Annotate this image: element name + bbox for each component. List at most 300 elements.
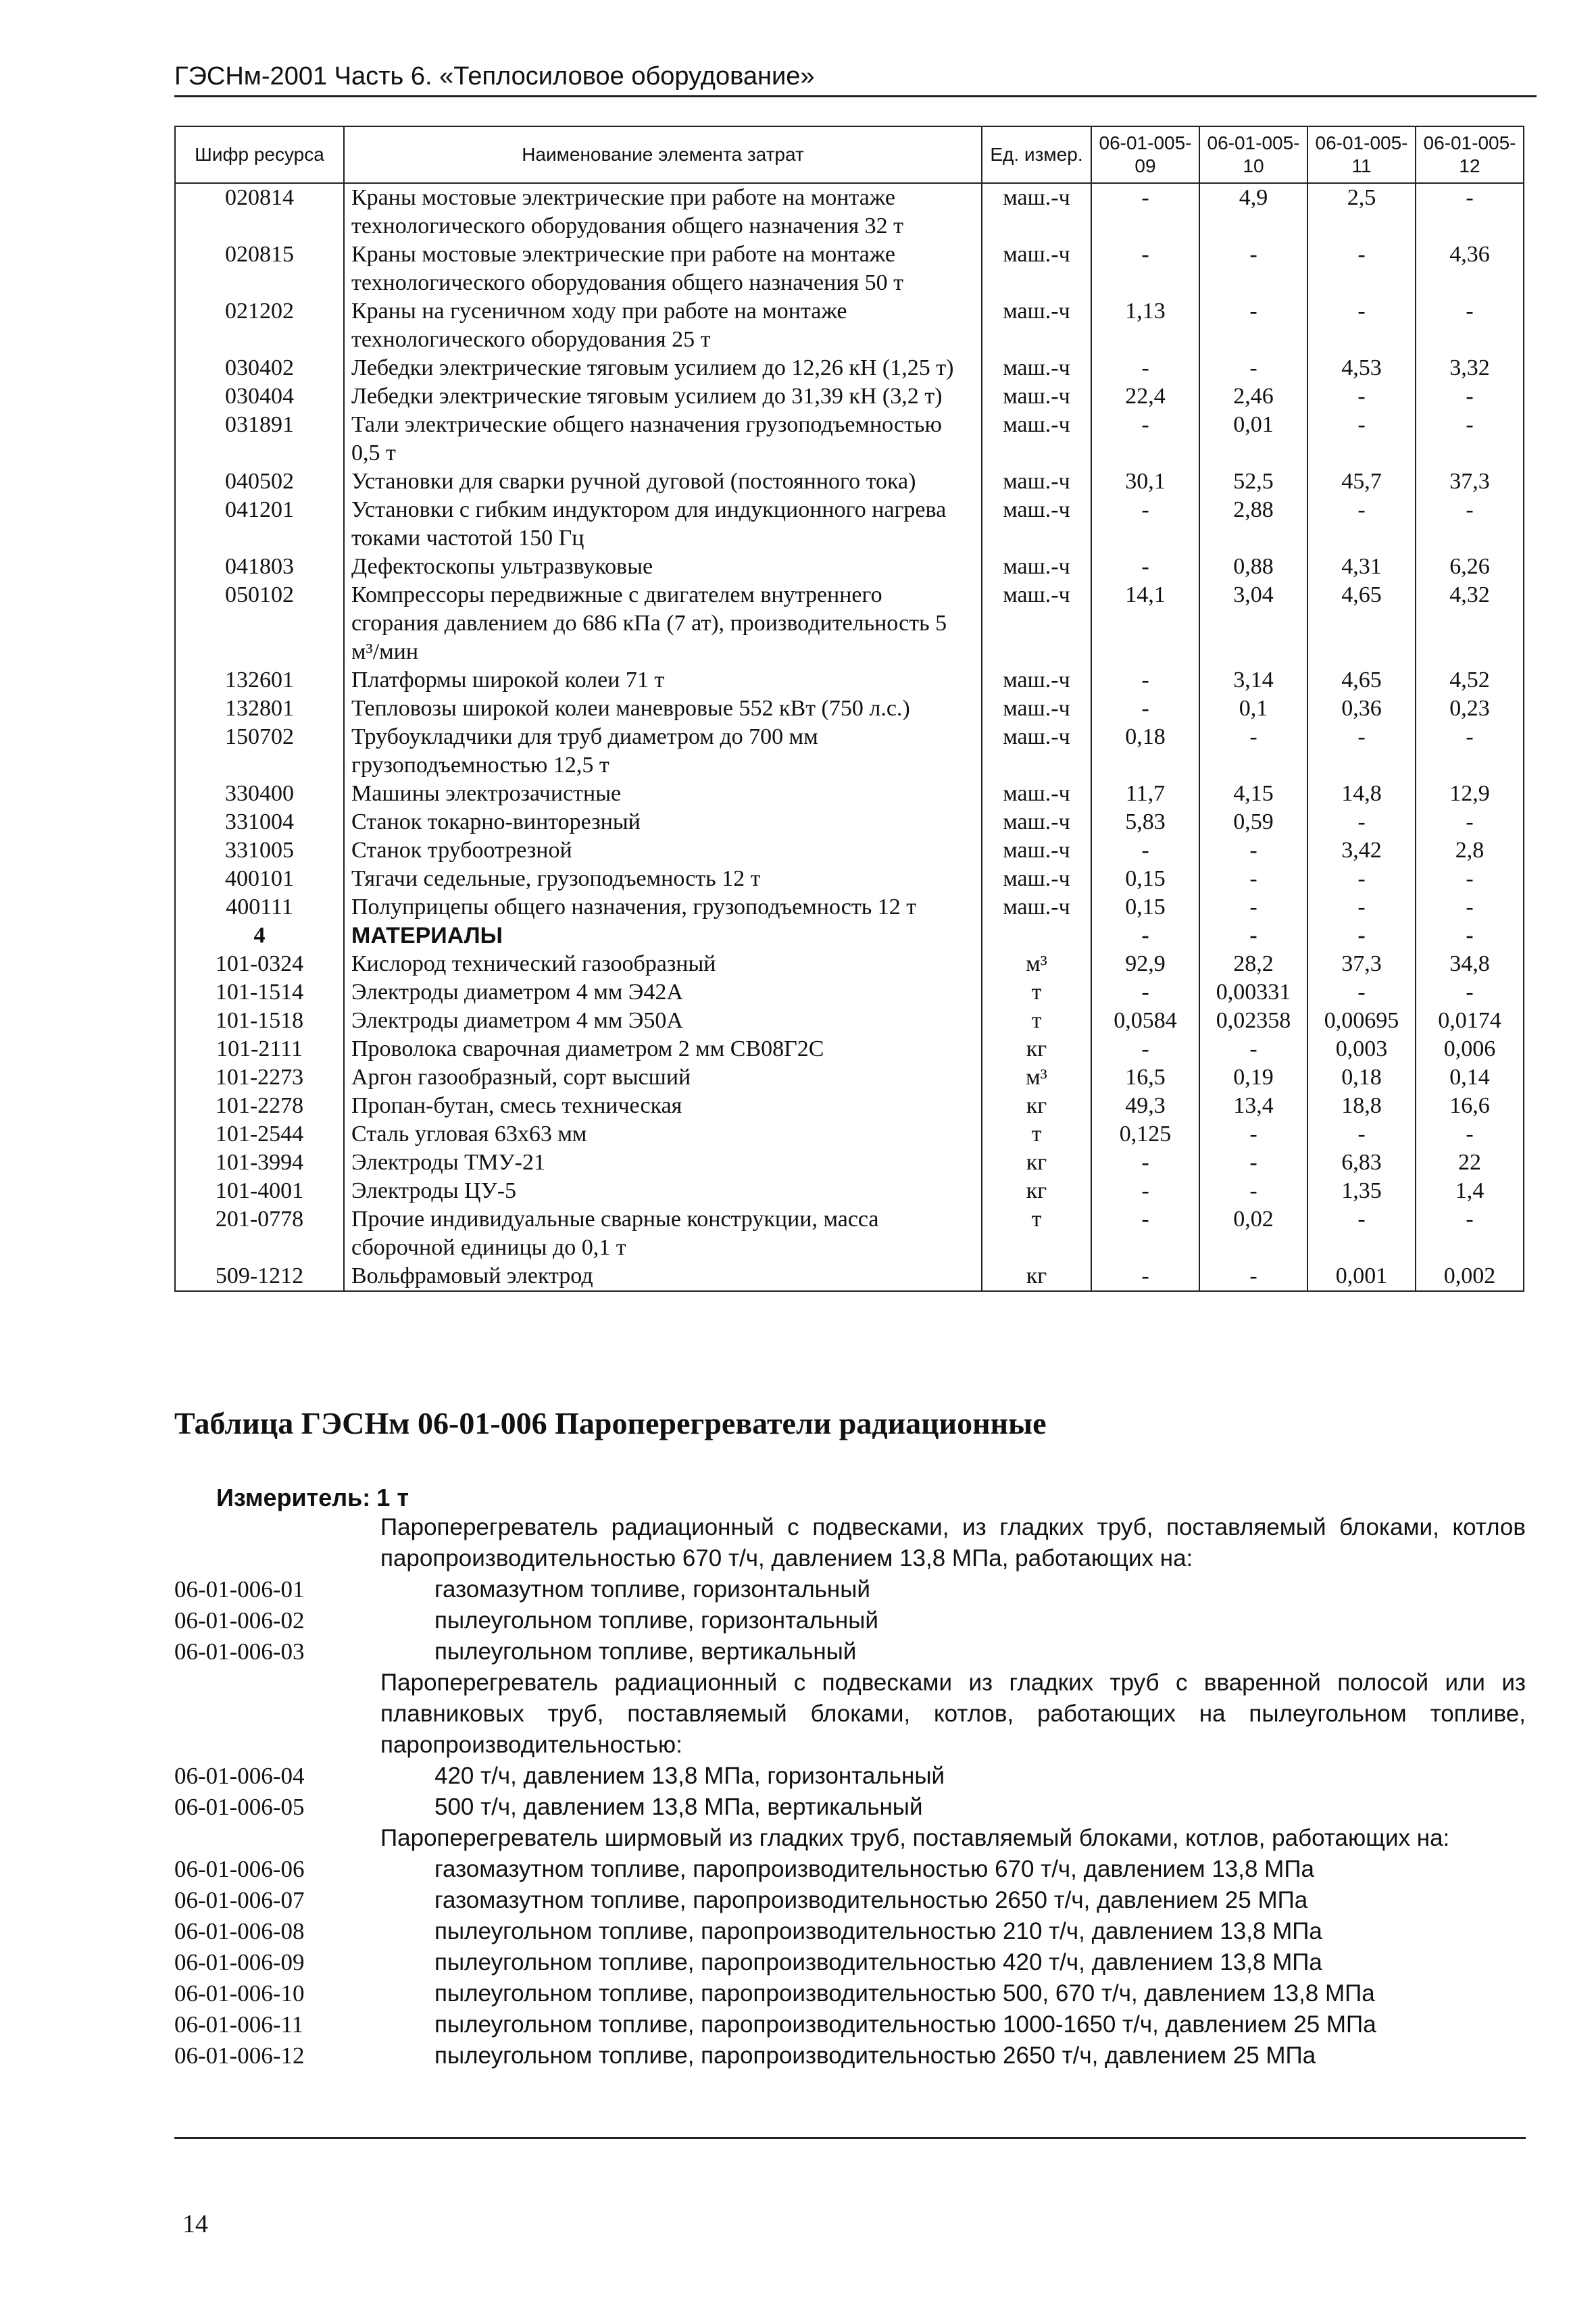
resource-code: 101-2273: [175, 1063, 344, 1092]
col-header-name: Наименование элемента затрат: [344, 126, 982, 183]
resource-code: 041803: [175, 553, 344, 581]
value-cell: -: [1091, 411, 1199, 468]
table-row: [175, 1149, 1524, 1177]
resource-code: 4: [175, 922, 344, 950]
value-cell: 1,4: [1416, 1177, 1524, 1205]
table-row: [175, 1262, 1524, 1291]
resource-code: 040502: [175, 468, 344, 496]
value-cell: 13,4: [1199, 1092, 1307, 1120]
value-cell: -: [1199, 1262, 1307, 1291]
value-cell: -: [1091, 183, 1199, 241]
description-items-3: [174, 1854, 1526, 2071]
value-cell: 0,02: [1199, 1205, 1307, 1262]
value-cell: -: [1307, 723, 1416, 780]
value-cell: -: [1307, 297, 1416, 354]
resource-code: 509-1212: [175, 1262, 344, 1291]
value-cell: -: [1199, 1149, 1307, 1177]
table-section-row: [175, 922, 1524, 950]
table-row: [175, 411, 1524, 468]
resource-name: Краны мостовые электрические при работе на монтаже технологического оборудования общего назначения 50 т: [344, 241, 982, 297]
value-cell: 0,00331: [1199, 978, 1307, 1007]
unit-cell: маш.-ч: [982, 382, 1091, 411]
value-cell: -: [1416, 496, 1524, 553]
norm-item: [174, 1885, 1526, 1916]
resource-name: Электроды диаметром 4 мм Э50А: [344, 1007, 982, 1035]
unit-cell: маш.-ч: [982, 553, 1091, 581]
unit-cell: маш.-ч: [982, 808, 1091, 836]
unit-cell: т: [982, 978, 1091, 1007]
value-cell: -: [1199, 1177, 1307, 1205]
norm-text: 420 т/ч, давлением 13,8 МПа, горизонтальный: [434, 1763, 945, 1789]
value-cell: 0,00695: [1307, 1007, 1416, 1035]
value-cell: 37,3: [1416, 468, 1524, 496]
value-cell: 2,8: [1416, 836, 1524, 865]
resource-name: Тепловозы широкой колеи маневровые 552 кВт (750 л.с.): [344, 695, 982, 723]
value-cell: -: [1199, 297, 1307, 354]
resource-code: 331004: [175, 808, 344, 836]
norm-item: [174, 1761, 1526, 1792]
unit-cell: кг: [982, 1262, 1091, 1291]
value-cell: 0,01: [1199, 411, 1307, 468]
value-cell: -: [1091, 978, 1199, 1007]
unit-cell: маш.-ч: [982, 581, 1091, 666]
resource-code: 050102: [175, 581, 344, 666]
value-cell: -: [1416, 922, 1524, 950]
resource-name: Установки для сварки ручной дуговой (постоянного тока): [344, 468, 982, 496]
value-cell: -: [1416, 382, 1524, 411]
value-cell: 1,35: [1307, 1177, 1416, 1205]
resource-name: Станок токарно-винторезный: [344, 808, 982, 836]
norm-code: 06-01-006-09: [174, 1949, 305, 1976]
value-cell: -: [1416, 893, 1524, 922]
value-cell: -: [1199, 241, 1307, 297]
norm-text: пылеугольном топливе, паропроизводительностью 210 т/ч, давлением 13,8 МПа: [434, 1918, 1322, 1944]
value-cell: -: [1199, 354, 1307, 382]
value-cell: -: [1199, 836, 1307, 865]
table-row: [175, 1063, 1524, 1092]
resource-name: Кислород технический газообразный: [344, 950, 982, 978]
value-cell: -: [1091, 1262, 1199, 1291]
value-cell: 0,002: [1416, 1262, 1524, 1291]
value-cell: -: [1416, 183, 1524, 241]
table-row: [175, 581, 1524, 666]
value-cell: 4,53: [1307, 354, 1416, 382]
value-cell: -: [1091, 241, 1199, 297]
value-cell: 22,4: [1091, 382, 1199, 411]
resource-code: 101-3994: [175, 1149, 344, 1177]
norm-item: [174, 1854, 1526, 1885]
unit-cell: маш.-ч: [982, 780, 1091, 808]
value-cell: -: [1307, 808, 1416, 836]
resource-code: 101-0324: [175, 950, 344, 978]
norm-text: пылеугольном топливе, вертикальный: [434, 1638, 857, 1665]
norm-text: пылеугольном топливе, горизонтальный: [434, 1607, 878, 1634]
value-cell: -: [1416, 1205, 1524, 1262]
norm-text: 500 т/ч, давлением 13,8 МПа, вертикальный: [434, 1794, 923, 1820]
value-cell: 14,8: [1307, 780, 1416, 808]
value-cell: -: [1416, 723, 1524, 780]
norm-code: 06-01-006-08: [174, 1918, 305, 1944]
measure-line: [216, 1484, 409, 1512]
resource-code: 400111: [175, 893, 344, 922]
table-row: [175, 695, 1524, 723]
page-number: 14: [182, 2210, 208, 2238]
table-row: [175, 354, 1524, 382]
value-cell: 3,14: [1199, 666, 1307, 695]
norm-text: пылеугольном топливе, паропроизводительностью 2650 т/ч, давлением 25 МПа: [434, 2042, 1316, 2069]
value-cell: 0,02358: [1199, 1007, 1307, 1035]
resource-name: Пропан-бутан, смесь техническая: [344, 1092, 982, 1120]
value-cell: 0,15: [1091, 865, 1199, 893]
resource-code: 400101: [175, 865, 344, 893]
col-header-005-09: 06-01-005-09: [1091, 126, 1199, 183]
value-cell: 0,18: [1307, 1063, 1416, 1092]
value-cell: 4,31: [1307, 553, 1416, 581]
value-cell: -: [1091, 496, 1199, 553]
table-body: [175, 183, 1524, 1291]
value-cell: 28,2: [1199, 950, 1307, 978]
resource-name: МАТЕРИАЛЫ: [344, 922, 982, 950]
resource-name: Электроды ЦУ-5: [344, 1177, 982, 1205]
resource-table: [174, 126, 1524, 1292]
norm-text: пылеугольном топливе, паропроизводительностью 420 т/ч, давлением 13,8 МПа: [434, 1949, 1322, 1976]
value-cell: -: [1416, 297, 1524, 354]
table-row: [175, 297, 1524, 354]
value-cell: -: [1091, 836, 1199, 865]
description-group-3: Пароперегреватель ширмовый из гладких труб, поставляемый блоками, котлов, работающих на:: [380, 1825, 1450, 1851]
value-cell: -: [1199, 893, 1307, 922]
value-cell: -: [1307, 1205, 1416, 1262]
value-cell: -: [1199, 1035, 1307, 1063]
norm-text: газомазутном топливе, паропроизводительностью 2650 т/ч, давлением 25 МПа: [434, 1887, 1308, 1913]
resource-name: Вольфрамовый электрод: [344, 1262, 982, 1291]
resource-code: 150702: [175, 723, 344, 780]
norm-item: [174, 1636, 1526, 1667]
resource-code: 021202: [175, 297, 344, 354]
table-row: [175, 808, 1524, 836]
norm-text: пылеугольном топливе, паропроизводительностью 500, 670 т/ч, давлением 13,8 МПа: [434, 1980, 1375, 2007]
value-cell: -: [1091, 1205, 1199, 1262]
value-cell: 3,04: [1199, 581, 1307, 666]
value-cell: 37,3: [1307, 950, 1416, 978]
value-cell: -: [1307, 893, 1416, 922]
resource-name: Лебедки электрические тяговым усилием до 12,26 кН (1,25 т): [344, 354, 982, 382]
value-cell: 34,8: [1416, 950, 1524, 978]
value-cell: 2,46: [1199, 382, 1307, 411]
value-cell: 22: [1416, 1149, 1524, 1177]
resource-code: 330400: [175, 780, 344, 808]
resource-name: Установки с гибким индуктором для индукционного нагрева токами частотой 150 Гц: [344, 496, 982, 553]
resource-code: 031891: [175, 411, 344, 468]
value-cell: 0,003: [1307, 1035, 1416, 1063]
table-row: [175, 666, 1524, 695]
resource-name: Полуприцепы общего назначения, грузоподъемность 12 т: [344, 893, 982, 922]
resource-code: 020814: [175, 183, 344, 241]
resource-name: Дефектоскопы ультразвуковые: [344, 553, 982, 581]
value-cell: -: [1091, 922, 1199, 950]
value-cell: -: [1307, 865, 1416, 893]
resource-name: Машины электрозачистные: [344, 780, 982, 808]
table-row: [175, 1120, 1524, 1149]
value-cell: 12,9: [1416, 780, 1524, 808]
resource-name: Тали электрические общего назначения грузоподъемностью 0,5 т: [344, 411, 982, 468]
table-row: [175, 1177, 1524, 1205]
norm-text: газомазутном топливе, горизонтальный: [434, 1576, 870, 1603]
norm-code: 06-01-006-11: [174, 2011, 304, 2038]
value-cell: -: [1307, 978, 1416, 1007]
col-header-code: Шифр ресурса: [175, 126, 344, 183]
value-cell: -: [1091, 695, 1199, 723]
resource-name: Лебедки электрические тяговым усилием до 31,39 кН (3,2 т): [344, 382, 982, 411]
value-cell: 11,7: [1091, 780, 1199, 808]
value-cell: -: [1307, 241, 1416, 297]
value-cell: 0,18: [1091, 723, 1199, 780]
norm-item: [174, 2009, 1526, 2040]
description-group-1: Пароперегреватель радиационный с подвесками, из гладких труб, поставляемый блоками, котлов паропроизводительностью 670 т/ч, давлением 13,8 МПа, работающих на:: [380, 1514, 1526, 1571]
section-title: Таблица ГЭСНм 06-01-006 Пароперегреватели радиационные: [174, 1406, 1047, 1440]
value-cell: 0,001: [1307, 1262, 1416, 1291]
norm-item: [174, 1605, 1526, 1636]
table-row: [175, 1092, 1524, 1120]
value-cell: 4,15: [1199, 780, 1307, 808]
value-cell: 4,65: [1307, 581, 1416, 666]
norm-text: пылеугольном топливе, паропроизводительностью 1000-1650 т/ч, давлением 25 МПа: [434, 2011, 1376, 2038]
value-cell: 0,0584: [1091, 1007, 1199, 1035]
unit-cell: м³: [982, 950, 1091, 978]
value-cell: 18,8: [1307, 1092, 1416, 1120]
table-row: [175, 241, 1524, 297]
norm-code: 06-01-006-06: [174, 1856, 305, 1882]
value-cell: 0,006: [1416, 1035, 1524, 1063]
unit-cell: маш.-ч: [982, 411, 1091, 468]
unit-cell: маш.-ч: [982, 241, 1091, 297]
value-cell: -: [1091, 666, 1199, 695]
value-cell: -: [1416, 978, 1524, 1007]
resource-name: Сталь угловая 63х63 мм: [344, 1120, 982, 1149]
value-cell: -: [1199, 723, 1307, 780]
resource-name: Электроды диаметром 4 мм Э42А: [344, 978, 982, 1007]
value-cell: 0,125: [1091, 1120, 1199, 1149]
resource-code: 201-0778: [175, 1205, 344, 1262]
resource-code: 101-2278: [175, 1092, 344, 1120]
resource-code: 030402: [175, 354, 344, 382]
unit-cell: маш.-ч: [982, 183, 1091, 241]
value-cell: 4,9: [1199, 183, 1307, 241]
value-cell: 5,83: [1091, 808, 1199, 836]
norm-code: 06-01-006-01: [174, 1576, 305, 1603]
unit-cell: маш.-ч: [982, 836, 1091, 865]
unit-cell: т: [982, 1007, 1091, 1035]
norm-item: [174, 1916, 1526, 1947]
value-cell: 0,59: [1199, 808, 1307, 836]
unit-cell: маш.-ч: [982, 297, 1091, 354]
value-cell: 16,6: [1416, 1092, 1524, 1120]
table-row: [175, 496, 1524, 553]
resource-name: Проволока сварочная диаметром 2 мм СВ08Г2С: [344, 1035, 982, 1063]
unit-cell: т: [982, 1120, 1091, 1149]
table-row: [175, 780, 1524, 808]
table-row: [175, 382, 1524, 411]
value-cell: 4,65: [1307, 666, 1416, 695]
value-cell: 6,83: [1307, 1149, 1416, 1177]
unit-cell: маш.-ч: [982, 695, 1091, 723]
description-items-2: [174, 1761, 1526, 1823]
table-row: [175, 893, 1524, 922]
unit-cell: маш.-ч: [982, 468, 1091, 496]
norm-code: 06-01-006-04: [174, 1763, 305, 1789]
value-cell: 4,52: [1416, 666, 1524, 695]
resource-name: Трубоукладчики для труб диаметром до 700 мм грузоподъемностью 12,5 т: [344, 723, 982, 780]
norm-item: [174, 1792, 1526, 1823]
value-cell: -: [1199, 1120, 1307, 1149]
table-header-row: [175, 126, 1524, 183]
norm-item: [174, 1947, 1526, 1978]
value-cell: 16,5: [1091, 1063, 1199, 1092]
norm-description: [174, 1512, 1526, 2071]
value-cell: -: [1416, 808, 1524, 836]
table-row: [175, 723, 1524, 780]
norm-code: 06-01-006-12: [174, 2042, 305, 2069]
resource-name: Аргон газообразный, сорт высший: [344, 1063, 982, 1092]
resource-code: 132601: [175, 666, 344, 695]
norm-code: 06-01-006-02: [174, 1607, 305, 1634]
resource-code: 331005: [175, 836, 344, 865]
value-cell: -: [1416, 1120, 1524, 1149]
unit-cell: кг: [982, 1035, 1091, 1063]
table-row: [175, 183, 1524, 241]
value-cell: 6,26: [1416, 553, 1524, 581]
value-cell: 0,15: [1091, 893, 1199, 922]
value-cell: 0,36: [1307, 695, 1416, 723]
resource-code: 020815: [175, 241, 344, 297]
table-row: [175, 1035, 1524, 1063]
col-header-005-12: 06-01-005-12: [1416, 126, 1524, 183]
value-cell: 2,5: [1307, 183, 1416, 241]
value-cell: -: [1091, 354, 1199, 382]
resource-code: 101-4001: [175, 1177, 344, 1205]
resource-name: Прочие индивидуальные сварные конструкции, масса сборочной единицы до 0,1 т: [344, 1205, 982, 1262]
value-cell: 0,1: [1199, 695, 1307, 723]
value-cell: -: [1307, 382, 1416, 411]
norm-code: 06-01-006-10: [174, 1980, 305, 2007]
description-items-1: [174, 1574, 1526, 1667]
norm-text: газомазутном топливе, паропроизводительностью 670 т/ч, давлением 13,8 МПа: [434, 1856, 1314, 1882]
measure-value: 1 т: [376, 1484, 409, 1511]
value-cell: 0,88: [1199, 553, 1307, 581]
resource-code: 101-2544: [175, 1120, 344, 1149]
norm-item: [174, 2040, 1526, 2071]
table-row: [175, 553, 1524, 581]
value-cell: -: [1199, 865, 1307, 893]
resource-code: 132801: [175, 695, 344, 723]
unit-cell: м³: [982, 1063, 1091, 1092]
unit-cell: кг: [982, 1092, 1091, 1120]
unit-cell: маш.-ч: [982, 354, 1091, 382]
resource-name: Платформы широкой колеи 71 т: [344, 666, 982, 695]
value-cell: -: [1307, 496, 1416, 553]
table-row: [175, 978, 1524, 1007]
value-cell: 0,14: [1416, 1063, 1524, 1092]
value-cell: -: [1091, 1149, 1199, 1177]
table-row: [175, 1205, 1524, 1262]
value-cell: -: [1091, 1177, 1199, 1205]
value-cell: -: [1307, 922, 1416, 950]
col-header-005-11: 06-01-005-11: [1307, 126, 1416, 183]
col-header-unit: Ед. измер.: [982, 126, 1091, 183]
value-cell: 4,32: [1416, 581, 1524, 666]
resource-name: Краны мостовые электрические при работе на монтаже технологического оборудования общего назначения 32 т: [344, 183, 982, 241]
value-cell: 4,36: [1416, 241, 1524, 297]
norm-item: [174, 1574, 1526, 1605]
resource-code: 101-1518: [175, 1007, 344, 1035]
unit-cell: кг: [982, 1149, 1091, 1177]
unit-cell: маш.-ч: [982, 496, 1091, 553]
description-group-2: Пароперегреватель радиационный с подвесками из гладких труб с вваренной полосой или из плавниковых труб, поставляемый блоками, котлов, работающих на пылеугольном топливе, паропроизводительностью:: [380, 1669, 1526, 1758]
table-row: [175, 468, 1524, 496]
unit-cell: [982, 922, 1091, 950]
value-cell: 3,42: [1307, 836, 1416, 865]
unit-cell: маш.-ч: [982, 865, 1091, 893]
value-cell: 0,19: [1199, 1063, 1307, 1092]
page-header: ГЭСНм-2001 Часть 6. «Теплосиловое оборудование»: [174, 62, 1537, 97]
table-row: [175, 865, 1524, 893]
value-cell: 52,5: [1199, 468, 1307, 496]
resource-code: 041201: [175, 496, 344, 553]
resource-name: Станок трубоотрезной: [344, 836, 982, 865]
value-cell: -: [1307, 411, 1416, 468]
value-cell: 1,13: [1091, 297, 1199, 354]
resource-name: Электроды ТМУ-21: [344, 1149, 982, 1177]
unit-cell: т: [982, 1205, 1091, 1262]
value-cell: 30,1: [1091, 468, 1199, 496]
value-cell: -: [1307, 1120, 1416, 1149]
value-cell: -: [1091, 553, 1199, 581]
value-cell: -: [1416, 411, 1524, 468]
value-cell: -: [1091, 1035, 1199, 1063]
value-cell: 3,32: [1416, 354, 1524, 382]
value-cell: 14,1: [1091, 581, 1199, 666]
table-row: [175, 950, 1524, 978]
measure-label: Измеритель:: [216, 1484, 371, 1511]
table-row: [175, 1007, 1524, 1035]
table-row: [175, 836, 1524, 865]
unit-cell: кг: [982, 1177, 1091, 1205]
unit-cell: маш.-ч: [982, 723, 1091, 780]
unit-cell: маш.-ч: [982, 893, 1091, 922]
value-cell: 0,23: [1416, 695, 1524, 723]
value-cell: -: [1199, 922, 1307, 950]
resource-code: 030404: [175, 382, 344, 411]
value-cell: 2,88: [1199, 496, 1307, 553]
value-cell: 45,7: [1307, 468, 1416, 496]
value-cell: 92,9: [1091, 950, 1199, 978]
value-cell: 49,3: [1091, 1092, 1199, 1120]
norm-code: 06-01-006-03: [174, 1638, 305, 1665]
bottom-rule: [174, 2137, 1526, 2139]
resource-name: Компрессоры передвижные с двигателем внутреннего сгорания давлением до 686 кПа (7 ат), производительность 5 м³/мин: [344, 581, 982, 666]
norm-item: [174, 1978, 1526, 2009]
value-cell: -: [1416, 865, 1524, 893]
resource-name: Краны на гусеничном ходу при работе на монтаже технологического оборудования 25 т: [344, 297, 982, 354]
norm-code: 06-01-006-07: [174, 1887, 305, 1913]
resource-code: 101-1514: [175, 978, 344, 1007]
unit-cell: маш.-ч: [982, 666, 1091, 695]
norm-code: 06-01-006-05: [174, 1794, 305, 1820]
value-cell: 0,0174: [1416, 1007, 1524, 1035]
col-header-005-10: 06-01-005-10: [1199, 126, 1307, 183]
resource-code: 101-2111: [175, 1035, 344, 1063]
resource-name: Тягачи седельные, грузоподъемность 12 т: [344, 865, 982, 893]
